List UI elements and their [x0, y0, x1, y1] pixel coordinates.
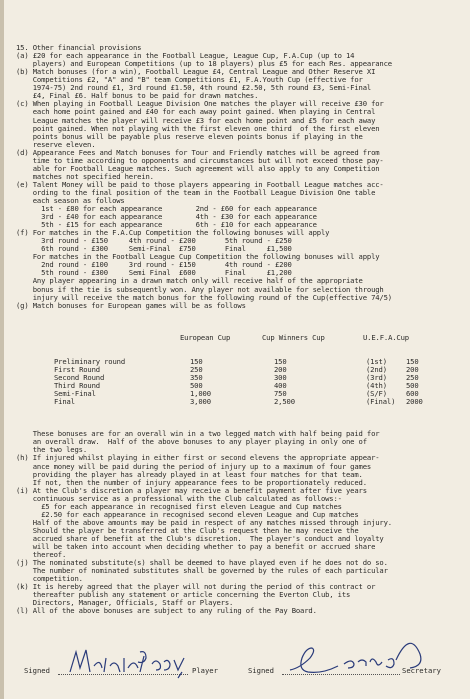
page-edge — [0, 0, 4, 699]
text-line: 6th round - £300 Semi-Final £750 Final £1,500 — [16, 244, 292, 254]
text-line: Any player appearing in a drawn match only will receive half of the appropriate — [16, 276, 363, 286]
text-line: 5th round - £300 Semi Final £600 Final £1,200 — [16, 268, 292, 278]
player-signature-icon — [66, 644, 196, 680]
text-line: will be taken into account when deciding whether to pay a benefit or accrued share — [16, 542, 376, 551]
text-line: (j) The nominated substitute(s) shall be deemed to have played even if he does not do so. — [16, 558, 388, 568]
signed-label-secretary: Signed — [248, 666, 274, 675]
text-line: (d) Appearance Fees and Match bonuses for Tour and Friendly matches will be agreed from — [16, 147, 380, 157]
provisions-part-1 — [16, 44, 464, 310]
table-row — [16, 398, 464, 406]
text-line: (e) Talent Money will be paid to those players appearing in Football League matches acc- — [16, 179, 384, 189]
signed-label-player: Signed — [24, 666, 50, 675]
table-cell-cwc: 150 — [274, 356, 287, 366]
table-cell-uefa: 250 — [406, 373, 419, 383]
text-line: (i) At the Club's discretion a player may receive a benefit payment after five years — [16, 485, 367, 495]
table-cell-round: First Round — [54, 364, 100, 374]
text-line: Directors, Manager, Officials, Staff or Players. — [16, 598, 234, 608]
header-uefa-cup: U.E.F.A.Cup — [363, 332, 409, 342]
euro-table-rows — [16, 358, 464, 406]
text-line: (f) For matches in the F.A.Cup Competition the following bonuses will apply — [16, 228, 330, 238]
header-european-cup: European Cup — [180, 332, 231, 342]
table-cell-uefa: 150 — [406, 356, 419, 366]
text-line: Half of the above amounts may be paid in respect of any matches missed through injury. — [16, 517, 392, 527]
text-line: ording to the final position of the team in the Football League Division One table — [16, 187, 376, 197]
text-line: ance money will be paid during the period of injury up to a maximum of four games — [16, 461, 372, 471]
text-line: providing the player has already played in at least four matches for that team. — [16, 469, 363, 479]
table-cell-uefa-round: (3rd) — [366, 373, 387, 383]
table-cell-uefa-round: (4th) — [366, 381, 387, 391]
text-line: Should the player be transferred at the Club's request then he may receive the — [16, 525, 359, 535]
text-line: accrued share of benefit at the Club's discretion. The player's conduct and loyalty — [16, 533, 384, 543]
text-line: thereafter publish any statement or article concerning the Everton Club, its — [16, 590, 351, 600]
contract-body — [16, 28, 464, 632]
table-cell-cwc: 200 — [274, 364, 287, 374]
table-cell-uefa-round: (Final) — [366, 397, 396, 407]
text-line: the two legs. — [16, 445, 88, 455]
table-cell-uefa: 500 — [406, 381, 419, 391]
text-line: time to time according to opponents and circumstances but will not exceed those pay- — [16, 155, 384, 165]
text-line: 3rd - £40 for each appearance 4th - £30 for each appearance — [16, 212, 317, 222]
text-line: 1974-75) 2nd round £1, 3rd round £1.50, 4th round £2.50, 5th round £3, Semi-Final — [16, 83, 372, 93]
text-line: injury will receive the match bonus for the following round of the Cup(effective 74/5) — [16, 292, 392, 302]
text-line: 3rd round - £150 4th round - £200 5th round - £250 — [16, 236, 292, 246]
text-line: For matches in the Football League Cup Competition the following bonuses will apply — [16, 252, 380, 262]
text-line: £2.50 for each appearance in recognised second eleven League and Cup matches — [16, 509, 359, 519]
table-cell-round: Final — [54, 397, 75, 407]
table-cell-round: Preliminary round — [54, 356, 126, 366]
text-line: 5th - £15 for each appearance 6th - £10 for each appearance — [16, 220, 317, 230]
table-cell-cwc: 750 — [274, 389, 287, 399]
text-line: (k) It is hereby agreed that the player will not during the period of this contract or — [16, 582, 376, 592]
text-line: points bonus will be payable plus reserve eleven points bonus if playing in the — [16, 131, 363, 141]
table-cell-round: Third Round — [54, 381, 100, 391]
table-cell-ec: 3,000 — [190, 397, 211, 407]
table-cell-uefa: 2000 — [406, 397, 423, 407]
text-line: able for Football League matches. Such agreement will also apply to any Competition — [16, 163, 380, 173]
table-cell-ec: 250 — [190, 364, 203, 374]
table-cell-uefa: 200 — [406, 364, 419, 374]
text-line: (g) Match bonuses for European games will be as follows — [16, 300, 246, 310]
text-line: competition. — [16, 574, 83, 584]
text-line: £5 for each appearance in recognised first eleven League and Cup matches — [16, 501, 342, 511]
text-line: (a) £20 for each appearance in the Football League, League Cup, F.A.Cup (up to 14 — [16, 51, 355, 61]
table-cell-cwc: 400 — [274, 381, 287, 391]
table-cell-uefa-round: (1st) — [366, 356, 387, 366]
text-line: 2nd round - £100 3rd round - £150 4th round - £200 — [16, 260, 292, 270]
text-line: 1st - £80 for each appearance 2nd - £60 for each appearance — [16, 204, 317, 214]
text-line: (c) When playing in Football League Division One matches the player will receive £30 for — [16, 99, 384, 109]
euro-table-header — [16, 334, 464, 342]
table-cell-uefa-round: (2nd) — [366, 364, 387, 374]
text-line: £4, Final £6. Half bonus to be paid for drawn matches. — [16, 91, 259, 101]
text-line: (b) Match bonuses (for a win), Football League £4, Central League and Other Reserve XI — [16, 67, 376, 77]
table-cell-ec: 150 — [190, 356, 203, 366]
text-line: (l) All of the above bonuses are subject to any ruling of the Pay Board. — [16, 606, 317, 616]
text-line: The number of nominated substitutes shall be governed by the rules of each particular — [16, 566, 388, 576]
provisions-part-2 — [16, 430, 464, 615]
text-line: (h) If injured whilst playing in either first or second elevens the appropriate appear- — [16, 453, 380, 463]
player-label: Player — [192, 666, 218, 675]
secretary-label: Secretary — [402, 666, 441, 675]
table-row — [16, 390, 464, 398]
text-line: bonus if the tie is subsequently won. Any player not available for selection through — [16, 284, 384, 294]
table-cell-ec: 500 — [190, 381, 203, 391]
text-line: each home point gained and £40 for each away point gained. When playing in Central — [16, 107, 376, 117]
text-line: point gained. When not playing with the first eleven one third of the first eleven — [16, 123, 380, 133]
table-cell-uefa: 600 — [406, 389, 419, 399]
signature-row — [16, 640, 464, 680]
text-line: reserve eleven. — [16, 139, 96, 149]
table-cell-ec: 1,000 — [190, 389, 211, 399]
header-cup-winners-cup: Cup Winners Cup — [262, 332, 325, 342]
text-line: thereof. — [16, 550, 67, 560]
text-line: These bonuses are for an overall win in a two legged match with half being paid for — [16, 429, 380, 439]
text-line: continuous service as a professional with the Club calculated as follows:- — [16, 493, 342, 503]
text-line: 15. Other financial provisions — [16, 43, 142, 53]
table-cell-cwc: 300 — [274, 373, 287, 383]
text-line: Competitions £2, "A" and "B" team Competitions £1, F.A.Youth Cup (effective for — [16, 75, 363, 85]
text-line: an overall draw. Half of the above bonuses to any player playing in only one of — [16, 437, 367, 447]
text-line: matches not specified herein. — [16, 171, 154, 181]
table-cell-ec: 350 — [190, 373, 203, 383]
text-line: League matches the player will receive £3 for each home point and £5 for each away — [16, 115, 376, 125]
text-line: If not, then the number of injury appearance fees to be proportionately reduced. — [16, 477, 367, 487]
text-line: players) and European Competitions (up to 18 players) plus £5 for each Res. appearance — [16, 59, 392, 69]
table-cell-cwc: 2,500 — [274, 397, 295, 407]
table-cell-round: Semi-Final — [54, 389, 96, 399]
text-line: each season as follows — [16, 195, 125, 205]
table-cell-uefa-round: (S/F) — [366, 389, 387, 399]
table-cell-round: Second Round — [54, 373, 105, 383]
